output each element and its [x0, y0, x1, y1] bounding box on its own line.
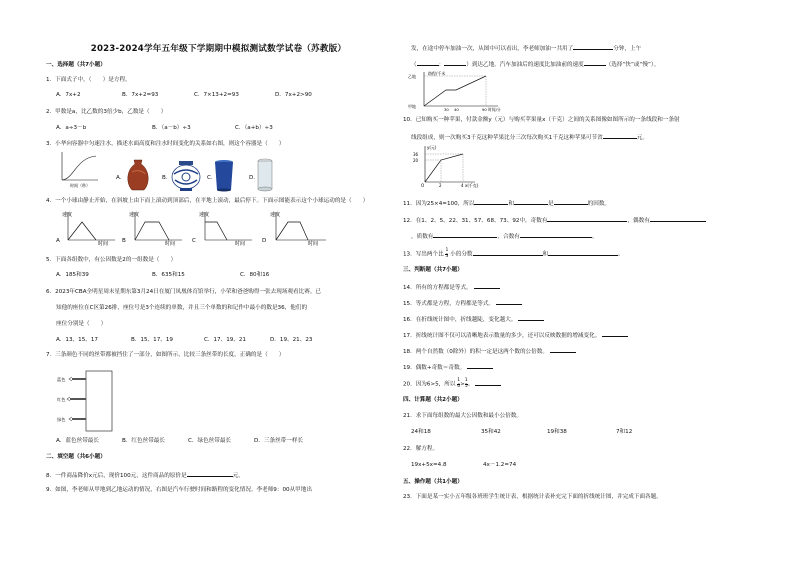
porcelain-jar-icon	[170, 160, 202, 192]
q5-stem: 5．下面各组数中，有公因数是2的一组数是（ ）	[46, 257, 177, 263]
svg-text:速度: 速度	[129, 212, 140, 218]
svg-text:2: 2	[439, 183, 442, 188]
q9-text: 9．如图，李老师从甲地到乙地运动的情况，右图是汽车行驶时间和路程的变化情况。李老师9：00从甲地出	[46, 487, 312, 493]
q5-option-a: A．185和39	[56, 272, 89, 278]
q17-text: 17．折线统计图不仅可以清晰地表示数量的多少，还可以反映数据的增减变化。	[403, 331, 628, 340]
q22-stem: 22．解方程。	[403, 446, 439, 452]
q16-text: 16．在折线统计图中，折线越陡，变化越大。	[403, 315, 544, 324]
q3-water-graph	[56, 150, 100, 188]
svg-text:O: O	[421, 183, 425, 188]
q2-option-a: A．a÷3－b	[56, 125, 87, 131]
svg-text:20: 20	[413, 158, 419, 163]
q21-stem: 21．求下面每组数的最大公因数和最小公倍数。	[403, 413, 522, 419]
q6-stem-line3: 座位分别是（ ）	[56, 321, 107, 327]
q14-text: 14．所有的方程都是等式。	[403, 283, 500, 292]
q4-graph-b	[127, 208, 187, 246]
svg-text:x(千克): x(千克)	[465, 183, 479, 188]
q22-item-b: 4x－1.2=74	[483, 462, 517, 468]
q21-item-c: 19和38	[547, 429, 567, 435]
svg-text:y(元): y(元)	[427, 145, 437, 150]
q6-option-a: A．13、15、17	[56, 337, 98, 343]
q5-option-b: B．635和15	[152, 272, 185, 278]
q7-ribbon-diagram	[56, 367, 116, 433]
q12-text-line2: ，质数有 ，合数有 。	[411, 234, 598, 240]
q21-item-b: 35和42	[481, 429, 501, 435]
q23-stem: 23．下面是某一实小五年级各班班学生统计表，根据统计表补充完下面的折线统计图，并完成下面各题。	[403, 494, 662, 500]
svg-text:30: 30	[444, 107, 449, 112]
q10-text-line2: 线段组成，则一次购买3千克这种苹果比分三次每次购买1千克这种苹果可节省 元。	[411, 135, 648, 141]
q3-option-c: C.	[207, 175, 213, 181]
svg-text:绿色: 绿色	[57, 417, 66, 422]
q18-text: 18．两个自然数（0除外）的积一定是这两个数的公倍数。	[403, 347, 576, 356]
svg-text:速度: 速度	[62, 212, 73, 218]
svg-text:红色: 红色	[57, 397, 66, 402]
section-fill: 二、填空题（共6小题）	[46, 454, 106, 460]
svg-text:4: 4	[461, 183, 464, 188]
q1-option-d: D．7x+2>90	[275, 92, 312, 98]
svg-text:36: 36	[413, 152, 419, 157]
q12-text: 12．在1、2、5、22、31、57、68、73、92中，奇数有 ，偶数有	[403, 216, 706, 225]
q21-item-d: 7和12	[616, 429, 633, 435]
q3-option-d: D.	[249, 175, 256, 181]
q9-continued: 发，在途中停车加油一次，从图中可以看出，李老师加油一共用了 分钟，上午	[411, 46, 642, 52]
q8-text: 8．一件商品降价x元后，现价100元，这件商品的原价是 元。	[46, 473, 244, 479]
q4-graph-d	[268, 208, 332, 246]
q3-graph-xlabel: 时间（秒）	[70, 183, 90, 188]
q13-text: 13．写出两个比 $\frac{1}{3}$ 小的分数 和 。	[403, 248, 624, 259]
q21-item-a: 24和18	[411, 429, 431, 435]
q9-chart-title: 路程/千米	[428, 71, 446, 76]
q7-option-c: C．绿色丝带最长	[188, 438, 232, 444]
q1-option-b: B．7x+2=93	[122, 92, 159, 98]
glass-cylinder-icon	[256, 158, 274, 192]
q2-option-b: B．（a－b）÷3	[152, 125, 191, 131]
q9-distance-chart	[406, 68, 502, 112]
q6-stem-line1: 6．2023年CBA全明星周末星期东第3月24日在厦门凤凰体育馆举行，小荣和爸爸购得一张去现场观看比赛。已	[46, 289, 321, 295]
svg-text:蓝色: 蓝色	[57, 377, 66, 382]
q1-option-c: C．7×13+2=93	[194, 92, 239, 98]
q3-option-b: B.	[162, 175, 168, 181]
svg-text:时间: 时间	[235, 241, 246, 246]
q2-stem: 2．甲数是a，比乙数的3倍少b，乙数是（ ）	[46, 109, 167, 115]
q4-stem: 4．一个小球由静止开始，在斜坡上由下而上滚动到顶部后，在平地上滚动，最后停下。下面示图能表示这个小球运动的是（ ）	[46, 198, 369, 204]
exam-title: 2023-2024学年五年级下学期期中模拟测试数学试卷（苏教版）	[90, 44, 347, 54]
q4-option-d: D	[262, 238, 267, 244]
svg-text:时间: 时间	[165, 241, 176, 246]
svg-text:时间: 时间	[98, 241, 109, 246]
q9-chart-ylabel: 乙地	[408, 74, 416, 79]
q19-text: 19．偶数+奇数＝奇数。	[403, 363, 493, 372]
q3-option-a: A.	[116, 175, 122, 181]
q4-option-a: A	[56, 238, 60, 244]
q22-item-a: 19x+5x=4.8	[411, 462, 447, 468]
q1-option-a: A．7x+2	[56, 92, 81, 98]
q15-text: 15．等式都是方程，方程都是等式。	[403, 299, 522, 308]
q3-stem: 3．小华向容器中匀速注水，描述水面高度和注水时间变化的关系如右图，则这个容器是（ ）	[46, 141, 285, 147]
q4-option-c: C	[192, 238, 196, 244]
section-operate: 五、操作题（共1小题）	[403, 479, 463, 485]
q9-line2: （ ： ）到达乙地。汽车加油后的速度比加油前的速度 （选择“快”或“慢”）。	[411, 62, 660, 68]
q6-option-b: B．15、17、19	[131, 337, 173, 343]
q7-option-a: A．蓝色丝带最长	[56, 438, 99, 444]
svg-text:40: 40	[454, 107, 459, 112]
q5-option-c: C．80和16	[240, 272, 270, 278]
q4-option-b: B	[122, 238, 126, 244]
q1-stem: 1．下面式子中，（ ）是方程。	[46, 77, 131, 83]
svg-text:速度: 速度	[199, 212, 210, 218]
q9-chart-ylabel-low: 甲地	[408, 104, 416, 109]
svg-text:速度: 速度	[270, 212, 281, 218]
section-judge: 三、判断题（共7小题）	[403, 267, 463, 273]
section-choice: 一、选择题（共7小题）	[46, 62, 106, 68]
q4-graph-a	[60, 208, 120, 246]
q7-stem: 7．三条颜色不同的丝带都被挡住了一部分，如图所示，比较三条丝带的长度，正确的是（ ）	[46, 352, 285, 358]
q2-option-c: C．（a+b）÷3	[235, 125, 273, 131]
q7-option-b: B．红色丝带最长	[122, 438, 165, 444]
q4-graph-c	[197, 208, 257, 246]
q6-option-d: D．19、21、23	[270, 337, 313, 343]
q10-text: 10．已知购买一种苹果，付款金额y（元）与购买苹果量x（千克）之间的关系图像如图所示的一条线段和一条射	[403, 117, 680, 123]
q20-text: 20．因为6>5，所以 $\frac{1}{6}$ > $\frac{1}{5}$ 。	[403, 379, 501, 389]
section-compute: 四、计算题（共2小题）	[403, 397, 463, 403]
q6-stem-line2: 知他的座位在C区第26排，座位号是3个连续的单数，并且三个单数的和记作中最小的数是36，他们的	[56, 305, 308, 311]
vase-icon	[124, 158, 152, 192]
q10-price-graph	[411, 142, 481, 188]
svg-text:90: 90	[482, 107, 487, 112]
q7-option-d: D．三条丝带一样长	[254, 438, 304, 444]
q6-option-c: C．17、19、21	[204, 337, 247, 343]
q11-text: 11．因为25×4=100，所以 和 是 的因数。	[403, 201, 611, 207]
svg-text:时间: 时间	[308, 241, 319, 246]
blue-cup-icon	[213, 159, 235, 193]
svg-text:时间/分: 时间/分	[488, 107, 501, 112]
